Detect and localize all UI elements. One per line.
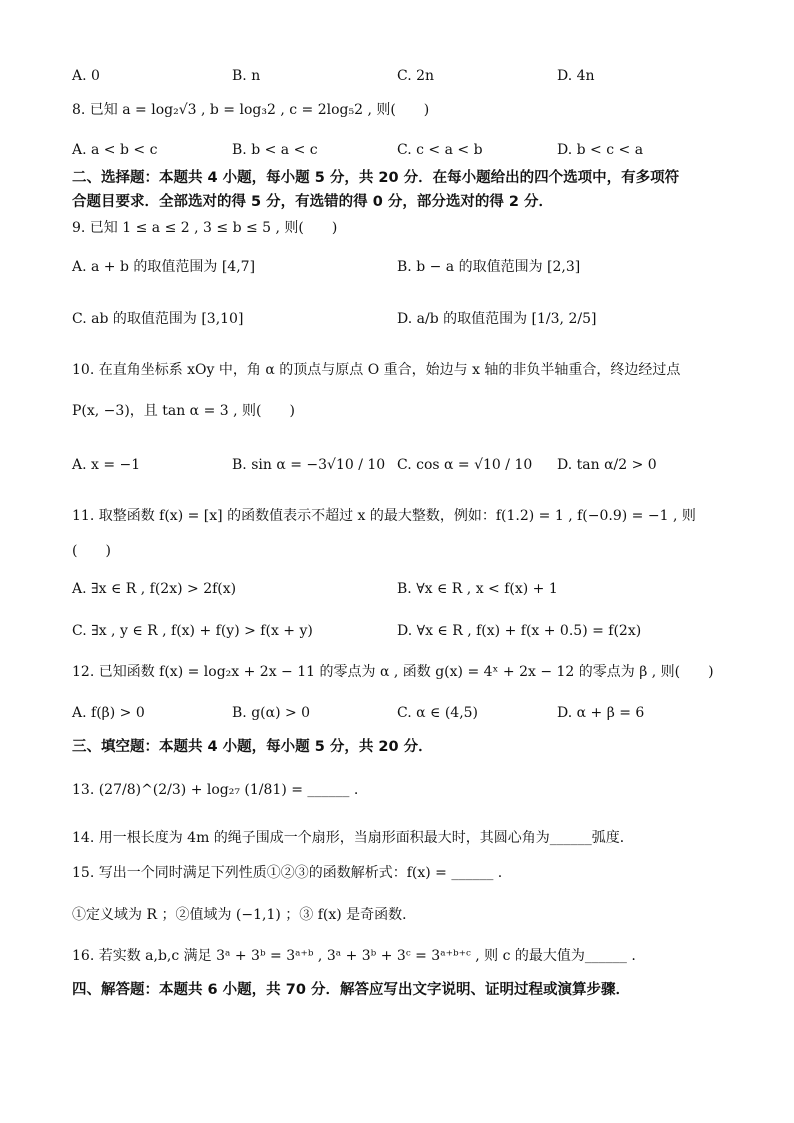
- q9-option-c: C. ab 的取值范围为 [3,10]: [72, 311, 244, 327]
- q7-option-c: C. 2n: [397, 68, 435, 84]
- q10-option-a: A. x = −1: [72, 457, 141, 473]
- section3-heading: 三、填空题：本题共 4 小题，每小题 5 分，共 20 分．: [72, 739, 433, 755]
- q7-option-b: B. n: [232, 68, 261, 84]
- q8-stem: 8. 已知 a = log₂√3 , b = log₃2 , c = 2log₅2 , 则( ): [72, 102, 430, 118]
- q11-stem-line2: ( ): [72, 543, 111, 559]
- q8-option-b: B. b < a < c: [232, 142, 318, 158]
- q8-option-d: D. b < c < a: [557, 142, 644, 158]
- q12-option-b: B. g(α) > 0: [232, 705, 311, 721]
- section4-heading: 四、解答题：本题共 6 小题，共 70 分．解答应写出文字说明、证明过程或演算步骤．: [72, 982, 630, 998]
- q11-option-a: A. ∃x ∈ R , f(2x) > 2f(x): [72, 581, 237, 597]
- q15-properties: ①定义域为 R ；②值域为 (−1,1) ；③ f(x) 是奇函数．: [72, 907, 417, 923]
- q12-option-a: A. f(β) > 0: [72, 705, 145, 721]
- q9-option-b: B. b − a 的取值范围为 [2,3]: [397, 259, 581, 275]
- q8-option-a: A. a < b < c: [72, 142, 158, 158]
- q7-option-a: A. 0: [72, 68, 100, 84]
- q10-option-b: B. sin α = −3√10 / 10: [232, 457, 386, 473]
- q11-stem-line1: 11. 取整函数 f(x) = [x] 的函数值表示不超过 x 的最大整数，例如：f(1.2) = 1 , f(−0.9) = −1 , 则: [72, 508, 696, 524]
- q14-stem: 14. 用一根长度为 4m 的绳子围成一个扇形，当扇形面积最大时，其圆心角为______弧度．: [72, 830, 634, 846]
- q9-stem: 9. 已知 1 ≤ a ≤ 2 , 3 ≤ b ≤ 5 , 则( ): [72, 220, 338, 236]
- q7-option-d: D. 4n: [557, 68, 595, 84]
- q11-option-b: B. ∀x ∈ R , x < f(x) + 1: [397, 581, 558, 597]
- q11-option-d: D. ∀x ∈ R , f(x) + f(x + 0.5) = f(2x): [397, 623, 642, 639]
- q16-stem: 16. 若实数 a,b,c 满足 3ᵃ + 3ᵇ = 3ᵃ⁺ᵇ , 3ᵃ + 3ᵇ + 3ᶜ = 3ᵃ⁺ᵇ⁺ᶜ , 则 c 的最大值为______ .: [72, 948, 636, 964]
- q12-stem: 12. 已知函数 f(x) = log₂x + 2x − 11 的零点为 α , 函数 g(x) = 4ˣ + 2x − 12 的零点为 β , 则( ): [72, 664, 714, 680]
- q10-stem-line2: P(x, −3)，且 tan α = 3 , 则( ): [72, 403, 295, 419]
- section2-heading-line2: 合题目要求．全部选对的得 5 分，有选错的得 0 分，部分选对的得 2 分．: [72, 194, 554, 210]
- q8-option-c: C. c < a < b: [397, 142, 483, 158]
- q9-option-a: A. a + b 的取值范围为 [4,7]: [72, 259, 256, 275]
- q13-stem: 13. (27/8)^(2/3) + log₂₇ (1/81) = ______ .: [72, 782, 359, 798]
- section2-heading-line1: 二、选择题：本题共 4 小题，每小题 5 分，共 20 分．在每小题给出的四个选项中，有多项符: [72, 170, 680, 186]
- q10-stem-line1: 10. 在直角坐标系 xOy 中，角 α 的顶点与原点 O 重合，始边与 x 轴的非负半轴重合，终边经过点: [72, 362, 681, 378]
- q15-stem: 15. 写出一个同时满足下列性质①②③的函数解析式：f(x) = ______ .: [72, 865, 503, 881]
- q9-option-d: D. a/b 的取值范围为 [1/3, 2/5]: [397, 311, 597, 327]
- q12-option-d: D. α + β = 6: [557, 705, 645, 721]
- q11-option-c: C. ∃x , y ∈ R , f(x) + f(y) > f(x + y): [72, 623, 313, 639]
- q10-option-d: D. tan α/2 > 0: [557, 457, 657, 473]
- q10-option-c: C. cos α = √10 / 10: [397, 457, 533, 473]
- q12-option-c: C. α ∈ (4,5): [397, 705, 479, 721]
